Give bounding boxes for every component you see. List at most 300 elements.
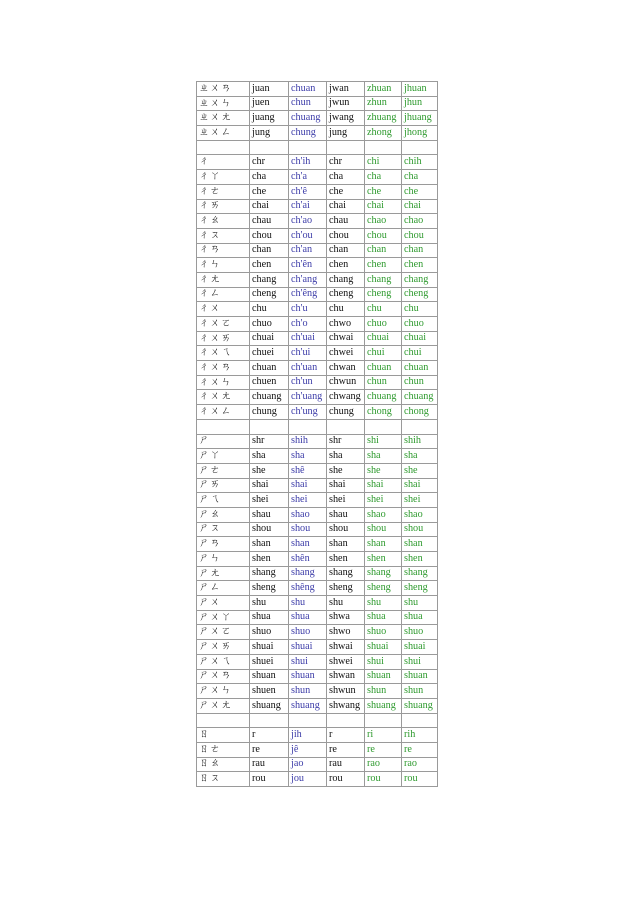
col5-cell: shao [402, 507, 438, 522]
table-row [197, 155, 438, 170]
col3-cell: che [327, 184, 365, 199]
col5-cell: cha [402, 170, 438, 185]
col3-cell: cheng [327, 287, 365, 302]
col2-cell: shei [289, 493, 327, 508]
col2-cell: shu [289, 596, 327, 611]
col5-cell: shen [402, 552, 438, 567]
col4-cell: zhun [365, 96, 402, 111]
col2-cell [289, 419, 327, 434]
table-row [197, 287, 438, 302]
col3-cell: shwun [327, 684, 365, 699]
col2-cell: shuo [289, 625, 327, 640]
col4-cell: chong [365, 405, 402, 420]
zhuyin-cell: ㄔㄤ [197, 272, 250, 287]
col3-cell: jung [327, 126, 365, 141]
col3-cell: shai [327, 478, 365, 493]
col5-cell: re [402, 742, 438, 757]
col5-cell: chuan [402, 361, 438, 376]
col4-cell: che [365, 184, 402, 199]
col3-cell: chau [327, 214, 365, 229]
col5-cell: shei [402, 493, 438, 508]
col4-cell: chou [365, 228, 402, 243]
col3-cell: jwun [327, 96, 365, 111]
col2-cell: shih [289, 434, 327, 449]
col3-cell: shang [327, 566, 365, 581]
table-row [197, 552, 438, 567]
col3-cell: chwai [327, 331, 365, 346]
col1-cell: shuo [250, 625, 289, 640]
zhuyin-cell: ㄕ [197, 434, 250, 449]
col5-cell: shun [402, 684, 438, 699]
col4-cell: chai [365, 199, 402, 214]
zhuyin-cell: ㄕㄢ [197, 537, 250, 552]
table-row [197, 184, 438, 199]
col4-cell: zhong [365, 126, 402, 141]
col3-cell: shwa [327, 610, 365, 625]
table-row [197, 111, 438, 126]
col5-cell: jhun [402, 96, 438, 111]
table-row [197, 742, 438, 757]
col3-cell [327, 140, 365, 155]
col1-cell [250, 140, 289, 155]
col5-cell: cheng [402, 287, 438, 302]
table-row [197, 258, 438, 273]
col3-cell: jwan [327, 82, 365, 97]
table-row [197, 228, 438, 243]
col5-cell: chai [402, 199, 438, 214]
col1-cell [250, 713, 289, 728]
col1-cell: she [250, 463, 289, 478]
col1-cell [250, 419, 289, 434]
col5-cell: chuo [402, 317, 438, 332]
zhuyin-cell: ㄔㄚ [197, 170, 250, 185]
table-row [197, 405, 438, 420]
col4-cell: shou [365, 522, 402, 537]
col3-cell: r [327, 728, 365, 743]
table-row [197, 346, 438, 361]
zhuyin-cell: ㄔㄞ [197, 199, 250, 214]
col3-cell: shu [327, 596, 365, 611]
col1-cell: sha [250, 449, 289, 464]
col2-cell: ch'uan [289, 361, 327, 376]
col1-cell: chan [250, 243, 289, 258]
col2-cell: shua [289, 610, 327, 625]
zhuyin-cell: ㄕㄨㄚ [197, 610, 250, 625]
table-row [197, 507, 438, 522]
col1-cell: shau [250, 507, 289, 522]
col1-cell: jung [250, 126, 289, 141]
zhuyin-cell: ㄔㄠ [197, 214, 250, 229]
table-row [197, 522, 438, 537]
col1-cell: shuen [250, 684, 289, 699]
col1-cell: juan [250, 82, 289, 97]
col2-cell: shang [289, 566, 327, 581]
col5-cell [402, 140, 438, 155]
col3-cell: chwun [327, 375, 365, 390]
col1-cell: shu [250, 596, 289, 611]
col3-cell: chou [327, 228, 365, 243]
col5-cell: jhuang [402, 111, 438, 126]
zhuyin-cell: ㄕㄜ [197, 463, 250, 478]
col3-cell: re [327, 742, 365, 757]
col1-cell: chuai [250, 331, 289, 346]
zhuyin-cell: ㄔㄨㄛ [197, 317, 250, 332]
col1-cell: shuan [250, 669, 289, 684]
col2-cell: ch'ên [289, 258, 327, 273]
zhuyin-cell: ㄕㄤ [197, 566, 250, 581]
col1-cell: chuei [250, 346, 289, 361]
zhuyin-cell [197, 713, 250, 728]
col4-cell: zhuan [365, 82, 402, 97]
col2-cell: ch'ai [289, 199, 327, 214]
zhuyin-cell: ㄔㄨㄣ [197, 375, 250, 390]
col3-cell: rou [327, 772, 365, 787]
col2-cell: ch'uai [289, 331, 327, 346]
zhuyin-cell: ㄔ [197, 155, 250, 170]
zhuyin-cell: ㄖ [197, 728, 250, 743]
col3-cell: shei [327, 493, 365, 508]
col4-cell: sheng [365, 581, 402, 596]
table-row [197, 581, 438, 596]
col3-cell: cha [327, 170, 365, 185]
col4-cell: shuan [365, 669, 402, 684]
table-row [197, 361, 438, 376]
zhuyin-cell: ㄔㄨㄥ [197, 405, 250, 420]
col2-cell: shao [289, 507, 327, 522]
col1-cell: re [250, 742, 289, 757]
col5-cell [402, 419, 438, 434]
col2-cell: ch'o [289, 317, 327, 332]
col3-cell: shan [327, 537, 365, 552]
table-row [197, 640, 438, 655]
col3-cell: chan [327, 243, 365, 258]
col1-cell: juang [250, 111, 289, 126]
zhuyin-cell [197, 419, 250, 434]
col2-cell: shui [289, 654, 327, 669]
col1-cell: chuan [250, 361, 289, 376]
col1-cell: shuei [250, 654, 289, 669]
col1-cell: chung [250, 405, 289, 420]
col2-cell: sha [289, 449, 327, 464]
table-row [197, 375, 438, 390]
table-row [197, 610, 438, 625]
table-row [197, 478, 438, 493]
col1-cell: sheng [250, 581, 289, 596]
zhuyin-cell: ㄔㄨㄢ [197, 361, 250, 376]
col4-cell: shang [365, 566, 402, 581]
col4-cell: rou [365, 772, 402, 787]
col4-cell: shun [365, 684, 402, 699]
col1-cell: chuen [250, 375, 289, 390]
col2-cell: shên [289, 552, 327, 567]
col5-cell: she [402, 463, 438, 478]
col4-cell: sha [365, 449, 402, 464]
col4-cell: chun [365, 375, 402, 390]
col5-cell: chao [402, 214, 438, 229]
zhuyin-cell: ㄓㄨㄢ [197, 82, 250, 97]
col5-cell: rou [402, 772, 438, 787]
col5-cell: jhong [402, 126, 438, 141]
col2-cell: ch'an [289, 243, 327, 258]
col4-cell: ri [365, 728, 402, 743]
col1-cell: chuo [250, 317, 289, 332]
col4-cell: chui [365, 346, 402, 361]
col2-cell: shou [289, 522, 327, 537]
col1-cell: shuai [250, 640, 289, 655]
col2-cell: chuang [289, 111, 327, 126]
col4-cell: shuai [365, 640, 402, 655]
col2-cell: ch'ou [289, 228, 327, 243]
table-row [197, 625, 438, 640]
zhuyin-cell: ㄔㄜ [197, 184, 250, 199]
col2-cell: ch'ao [289, 214, 327, 229]
zhuyin-cell: ㄖㄜ [197, 742, 250, 757]
table-row [197, 772, 438, 787]
zhuyin-cell: ㄕㄨㄣ [197, 684, 250, 699]
zhuyin-cell: ㄖㄠ [197, 757, 250, 772]
col2-cell: chung [289, 126, 327, 141]
col3-cell: rau [327, 757, 365, 772]
col4-cell: she [365, 463, 402, 478]
col3-cell: shwai [327, 640, 365, 655]
col3-cell: chwei [327, 346, 365, 361]
col2-cell: shan [289, 537, 327, 552]
col1-cell: cha [250, 170, 289, 185]
col4-cell: shao [365, 507, 402, 522]
col5-cell: chun [402, 375, 438, 390]
col5-cell: rih [402, 728, 438, 743]
col1-cell: shan [250, 537, 289, 552]
table-row [197, 596, 438, 611]
col4-cell: cha [365, 170, 402, 185]
col4-cell: shua [365, 610, 402, 625]
table-row [197, 214, 438, 229]
col3-cell: chwan [327, 361, 365, 376]
col4-cell: chuo [365, 317, 402, 332]
col2-cell: shuan [289, 669, 327, 684]
col5-cell: chui [402, 346, 438, 361]
col4-cell [365, 140, 402, 155]
table-body [197, 82, 438, 787]
zhuyin-cell: ㄓㄨㄣ [197, 96, 250, 111]
col3-cell: jwang [327, 111, 365, 126]
zhuyin-cell: ㄕㄟ [197, 493, 250, 508]
zhuyin-cell: ㄕㄚ [197, 449, 250, 464]
table-row [197, 684, 438, 699]
col5-cell: chou [402, 228, 438, 243]
col5-cell: chuai [402, 331, 438, 346]
col4-cell: zhuang [365, 111, 402, 126]
col3-cell: sha [327, 449, 365, 464]
col5-cell: shu [402, 596, 438, 611]
col4-cell: chuai [365, 331, 402, 346]
col1-cell: chen [250, 258, 289, 273]
col3-cell: sheng [327, 581, 365, 596]
table-row [197, 493, 438, 508]
col2-cell: chuan [289, 82, 327, 97]
col5-cell: chen [402, 258, 438, 273]
col3-cell [327, 713, 365, 728]
col4-cell: shen [365, 552, 402, 567]
col3-cell: chen [327, 258, 365, 273]
col4-cell: shui [365, 654, 402, 669]
col4-cell: chuang [365, 390, 402, 405]
col4-cell: chen [365, 258, 402, 273]
zhuyin-cell: ㄔㄣ [197, 258, 250, 273]
col5-cell: sha [402, 449, 438, 464]
col3-cell: chu [327, 302, 365, 317]
col5-cell: shai [402, 478, 438, 493]
col3-cell: shwang [327, 698, 365, 713]
table-row [197, 170, 438, 185]
col4-cell: chi [365, 155, 402, 170]
table-row [197, 566, 438, 581]
table-row [197, 302, 438, 317]
col4-cell: chang [365, 272, 402, 287]
zhuyin-cell: ㄕㄨ [197, 596, 250, 611]
zhuyin-cell: ㄔㄨㄞ [197, 331, 250, 346]
table-row [197, 654, 438, 669]
col1-cell: shai [250, 478, 289, 493]
col5-cell: shuai [402, 640, 438, 655]
col4-cell: shu [365, 596, 402, 611]
zhuyin-cell: ㄕㄨㄢ [197, 669, 250, 684]
table-row [197, 272, 438, 287]
col4-cell: chuan [365, 361, 402, 376]
col1-cell: shou [250, 522, 289, 537]
col3-cell: shwo [327, 625, 365, 640]
col2-cell: ch'ung [289, 405, 327, 420]
col2-cell: jê [289, 742, 327, 757]
col4-cell: chu [365, 302, 402, 317]
col4-cell: chan [365, 243, 402, 258]
col5-cell: shui [402, 654, 438, 669]
col5-cell: shou [402, 522, 438, 537]
col5-cell: chih [402, 155, 438, 170]
col2-cell: shuang [289, 698, 327, 713]
col5-cell [402, 713, 438, 728]
zhuyin-cell: ㄕㄡ [197, 522, 250, 537]
col5-cell: shua [402, 610, 438, 625]
table-row [197, 728, 438, 743]
table-row [197, 757, 438, 772]
col5-cell: chong [402, 405, 438, 420]
col5-cell: jhuan [402, 82, 438, 97]
col2-cell: jou [289, 772, 327, 787]
separator-row [197, 419, 438, 434]
col1-cell: cheng [250, 287, 289, 302]
col1-cell: chu [250, 302, 289, 317]
col2-cell [289, 140, 327, 155]
table-row [197, 331, 438, 346]
table-row [197, 126, 438, 141]
col5-cell: shuan [402, 669, 438, 684]
zhuyin-cell: ㄕㄞ [197, 478, 250, 493]
table-row [197, 96, 438, 111]
col4-cell: shuo [365, 625, 402, 640]
col3-cell: shau [327, 507, 365, 522]
col5-cell: rao [402, 757, 438, 772]
zhuyin-cell: ㄕㄨㄟ [197, 654, 250, 669]
romanization-table [196, 81, 438, 787]
col1-cell: che [250, 184, 289, 199]
col4-cell: shuang [365, 698, 402, 713]
table-row [197, 449, 438, 464]
zhuyin-cell: ㄔㄢ [197, 243, 250, 258]
col2-cell: ch'uang [289, 390, 327, 405]
col5-cell: chu [402, 302, 438, 317]
zhuyin-cell: ㄕㄨㄛ [197, 625, 250, 640]
col4-cell: chao [365, 214, 402, 229]
zhuyin-cell: ㄔㄡ [197, 228, 250, 243]
table-row [197, 199, 438, 214]
col2-cell: ch'ê [289, 184, 327, 199]
col5-cell: chang [402, 272, 438, 287]
col1-cell: juen [250, 96, 289, 111]
col2-cell: ch'ang [289, 272, 327, 287]
col1-cell: chai [250, 199, 289, 214]
table-row [197, 463, 438, 478]
col3-cell: she [327, 463, 365, 478]
col3-cell [327, 419, 365, 434]
col1-cell: shen [250, 552, 289, 567]
col2-cell [289, 713, 327, 728]
table-row [197, 243, 438, 258]
zhuyin-cell: ㄔㄥ [197, 287, 250, 302]
col2-cell: chun [289, 96, 327, 111]
col4-cell: shan [365, 537, 402, 552]
col2-cell: shuai [289, 640, 327, 655]
zhuyin-cell [197, 140, 250, 155]
col1-cell: chuang [250, 390, 289, 405]
col2-cell: ch'êng [289, 287, 327, 302]
col3-cell: chwang [327, 390, 365, 405]
table-row [197, 390, 438, 405]
col3-cell: chang [327, 272, 365, 287]
col2-cell: shun [289, 684, 327, 699]
col2-cell: shai [289, 478, 327, 493]
zhuyin-cell: ㄔㄨㄤ [197, 390, 250, 405]
col1-cell: rau [250, 757, 289, 772]
col2-cell: shêng [289, 581, 327, 596]
col5-cell: shih [402, 434, 438, 449]
col1-cell: shr [250, 434, 289, 449]
col3-cell: shen [327, 552, 365, 567]
col2-cell: shê [289, 463, 327, 478]
table-row [197, 434, 438, 449]
zhuyin-cell: ㄕㄨㄞ [197, 640, 250, 655]
table-row [197, 82, 438, 97]
col1-cell: chau [250, 214, 289, 229]
col2-cell: jih [289, 728, 327, 743]
col5-cell: che [402, 184, 438, 199]
col4-cell [365, 713, 402, 728]
col1-cell: chr [250, 155, 289, 170]
col5-cell: shuang [402, 698, 438, 713]
col2-cell: ch'a [289, 170, 327, 185]
zhuyin-cell: ㄓㄨㄤ [197, 111, 250, 126]
col2-cell: ch'ui [289, 346, 327, 361]
table-row [197, 698, 438, 713]
col1-cell: rou [250, 772, 289, 787]
col1-cell: shua [250, 610, 289, 625]
zhuyin-cell: ㄔㄨㄟ [197, 346, 250, 361]
col4-cell: shai [365, 478, 402, 493]
zhuyin-cell: ㄕㄨㄤ [197, 698, 250, 713]
col5-cell: sheng [402, 581, 438, 596]
zhuyin-cell: ㄕㄥ [197, 581, 250, 596]
col1-cell: shei [250, 493, 289, 508]
